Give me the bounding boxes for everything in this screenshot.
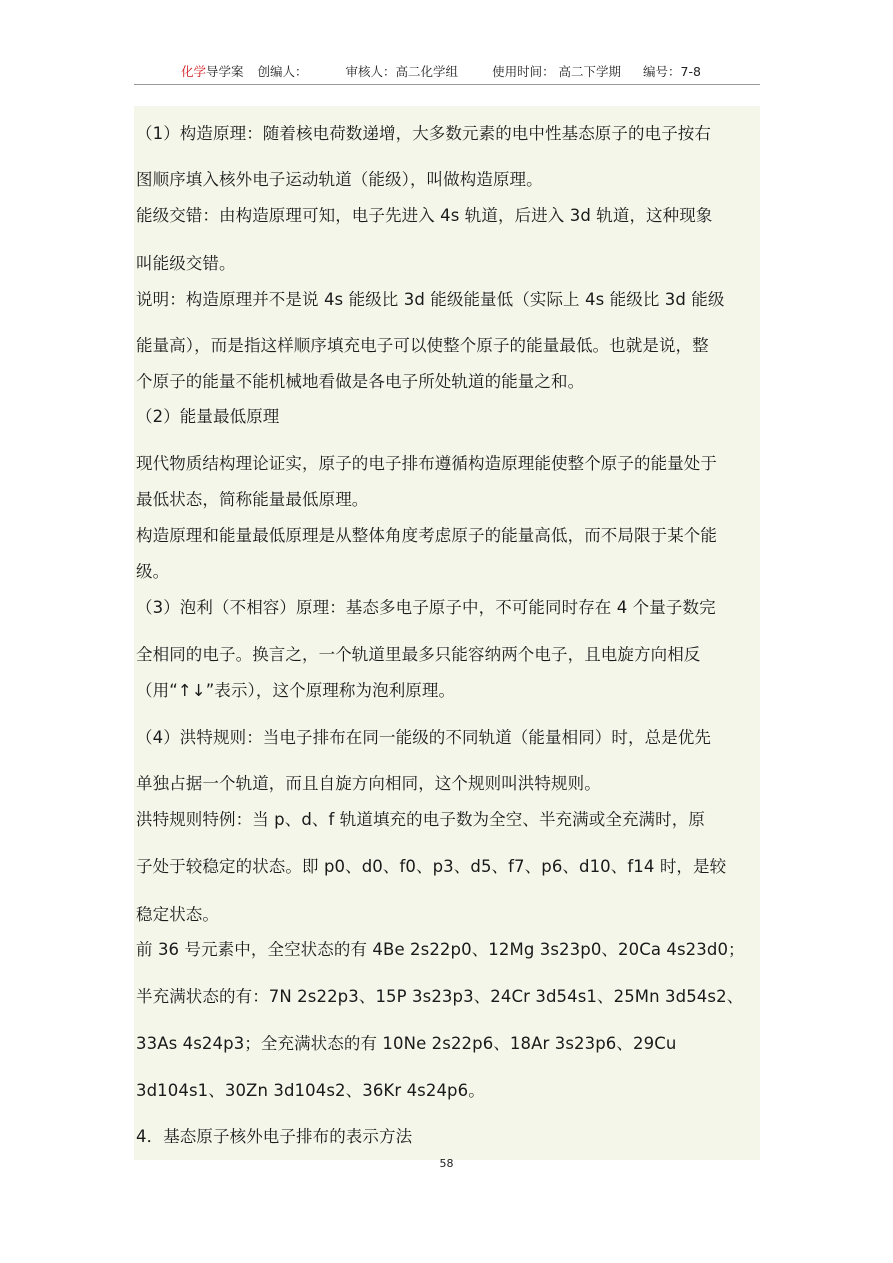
text-line: 前 36 号元素中，全空状态的有 4Be 2s22p0、12Mg 3s23p0、20Ca 4s23d0； <box>136 940 745 959</box>
text-line: 全相同的电子。换言之，一个轨道里最多只能容纳两个电子，且电旋方向相反 <box>136 645 701 664</box>
text-line: 33As 4s24p3；全充满状态的有 10Ne 2s22p6、18Ar 3s23p6、29Cu <box>136 1034 677 1053</box>
text-line: 级。 <box>136 562 170 581</box>
header-title-rest: 导学案 <box>206 64 244 79</box>
section-heading: 4．基态原子核外电子排布的表示方法 <box>136 1127 413 1146</box>
text-line: 图顺序填入核外电子运动轨道（能级），叫做构造原理。 <box>136 170 543 189</box>
text-line: （3）泡利（不相容）原理：基态多电子原子中，不可能同时存在 4 个量子数完 <box>136 598 716 617</box>
text-line: 能量高），而是指这样顺序填充电子可以使整个原子的能量最低。也就是说，整 <box>136 336 709 355</box>
text-line: 说明：构造原理并不是说 4s 能级比 3d 能级能量低（实际上 4s 能级比 3d 能级 <box>136 290 725 309</box>
text-line: 叫能级交错。 <box>136 254 236 273</box>
text-line: 能级交错：由构造原理可知，电子先进入 4s 轨道，后进入 3d 轨道，这种现象 <box>136 206 713 225</box>
header-title-red: 化学 <box>181 64 207 79</box>
text-line: 3d104s1、30Zn 3d104s2、36Kr 4s24p6。 <box>136 1081 485 1100</box>
text-line: 单独占据一个轨道，而且自旋方向相同，这个规则叫洪特规则。 <box>136 774 601 793</box>
header-time: 使用时间： 高二下学期 <box>492 64 622 79</box>
header-number: 编号：7-8 <box>643 64 701 79</box>
document-body <box>134 106 760 1160</box>
text-line: 半充满状态的有：7N 2s22p3、15P 3s23p3、24Cr 3d54s1、25Mn 3d54s2、 <box>136 987 744 1006</box>
text-line: 构造原理和能量最低原理是从整体角度考虑原子的能量高低，而不局限于某个能 <box>136 526 717 545</box>
text-line: （1）构造原理：随着核电荷数递增，大多数元素的电中性基态原子的电子按右 <box>136 124 711 143</box>
text-line: 现代物质结构理论证实，原子的电子排布遵循构造原理能使整个原子的能量处于 <box>136 454 717 473</box>
text-line: 稳定状态。 <box>136 905 219 924</box>
text-line: 子处于较稳定的状态。即 p0、d0、f0、p3、d5、f7、p6、d10、f14 时，是较 <box>136 857 727 876</box>
section-heading: （2）能量最低原理 <box>136 407 280 426</box>
header-reviewer: 审核人：高二化学组 <box>345 64 459 79</box>
page-number: 58 <box>439 1157 454 1170</box>
text-line: （用“↑↓”表示），这个原理称为泡利原理。 <box>136 681 456 700</box>
page-header <box>134 62 760 85</box>
text-line: 洪特规则特例：当 p、d、f 轨道填充的电子数为全空、半充满或全充满时，原 <box>136 810 705 829</box>
text-line: 最低状态，简称能量最低原理。 <box>136 490 369 509</box>
text-line: （4）洪特规则：当电子排布在同一能级的不同轨道（能量相同）时，总是优先 <box>136 728 711 747</box>
text-line: 个原子的能量不能机械地看做是各电子所处轨道的能量之和。 <box>136 372 585 391</box>
header-author: 创编人： <box>257 64 308 79</box>
